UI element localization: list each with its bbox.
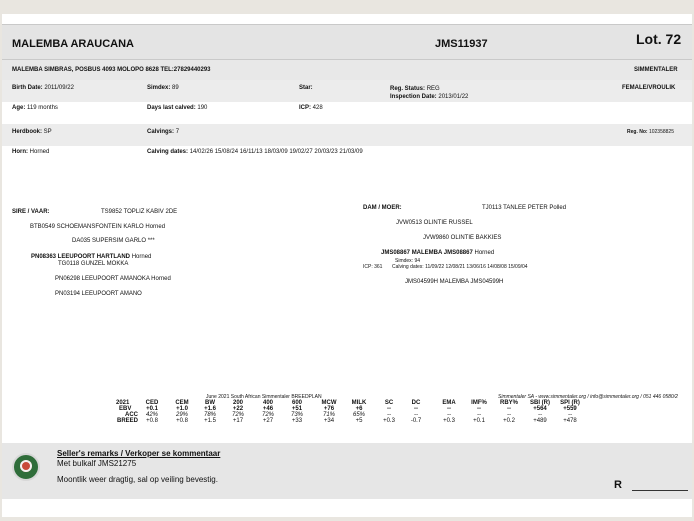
table-cell: +0.3 [383,418,395,424]
table-cell: -- [568,412,572,418]
table-cell: 73% [290,412,303,418]
col-ced: CED [145,400,159,406]
table-cell: +478 [563,418,577,424]
table-cell: 42% [145,412,158,418]
table-cell: +0.1 [146,406,158,412]
sire-line-2: BTB0549 SCHOEMANSFONTEIN KARLO Horned [30,224,166,230]
dam-sire: TJ0113 TANLEE PETER Polled [482,205,567,211]
sire-main: PN08363 LEEUPOORT HARTLAND Horned [31,254,152,260]
table-cell: +27 [262,418,274,424]
remarks-heading: Seller's remarks / Verkoper se kommentaar [57,449,221,458]
sex: FEMALE/VROULIK [622,85,676,91]
sire-line-3: DA035 SUPERSIM GARLO *** [72,238,155,244]
table-cell: 72% [231,412,244,418]
table-cell: +5 [355,418,363,424]
table-cell: -- [447,412,451,418]
col-imf: IMF% [471,400,487,406]
table-cell: +0.3 [443,418,455,424]
col-bw: BW [205,400,215,406]
table-cell: +51 [291,406,303,412]
dam-main: JMS08867 MALEMBA JMS08867 Horned [381,250,495,256]
sire-line-7: PN03194 LEEUPOORT AMANO [55,291,142,297]
calvings: Calvings: 7 [147,129,180,135]
table-cell: +0.2 [503,418,515,424]
dam-line-2: JVW0513 OLINTIE RUSSEL [396,220,473,226]
breedplan-year: 2021 [116,400,130,406]
breedplan-source: Simmentaler SA - www.simmentaler.org / info@simmentaler.org / 051 446 0580/2 [498,394,678,400]
sire-line-5: TG0118 GUNZEL MOKKA [58,261,129,267]
col-sbi: SBI (R) [530,400,550,406]
dam-line-3: JVW9860 OLINTIE BAKKIES [423,235,502,241]
table-cell: -- [477,412,481,418]
table-cell: -- [414,412,418,418]
calving-dates: Calving dates: 14/02/26 15/08/24 16/11/13 18/03/09 19/02/27 20/03/23 21/03/09 [147,149,363,155]
table-cell: +34 [323,418,335,424]
price-field[interactable] [632,490,688,491]
table-cell: -- [447,406,451,412]
table-cell: +0.8 [146,418,158,424]
table-cell: +1.5 [204,418,216,424]
remarks-line-1: Met bulkalf JMS21275 [57,459,137,468]
simdex: Simdex: 89 [147,85,179,91]
sire-label: SIRE / VAAR: [12,209,50,215]
table-cell: +564 [533,406,547,412]
sire-line-6: PN06298 LEEUPOORT AMANOKA Horned [55,276,171,282]
days-last-calved: Days last calved: 190 [147,105,208,111]
row-label: BREED [117,418,139,424]
dam-icp: ICP: 361 [363,264,383,270]
icp: ICP: 428 [299,105,323,111]
dam-simdex: Simdex: 94 [395,258,421,264]
remarks-line-2: Moontlik weer dragtig, sal op veiling bevestig. [57,475,218,484]
col-ema: EMA [442,400,456,406]
col-rby: RBY% [499,400,518,406]
table-cell: +6 [355,406,363,412]
reg-no: Reg. No: 102358825 [627,129,674,135]
reg-status: Reg. Status: REG Inspection Date: 2013/01/22 [390,86,469,100]
dam-label: DAM / MOER: [363,205,402,211]
table-cell: +1.0 [176,406,188,412]
table-cell: -- [387,412,391,418]
table-cell: +489 [533,418,547,424]
detail-row-3 [2,124,692,146]
table-cell: 29% [175,412,188,418]
table-cell: -0.7 [410,418,422,424]
col-sc: SC [384,400,394,406]
animal-id: JMS11937 [435,38,488,50]
col-200: 200 [232,400,243,406]
col-milk: MILK [351,400,367,406]
table-cell: 65% [352,412,365,418]
table-cell: +46 [262,406,274,412]
horn: Horn: Horned [12,149,50,155]
col-cem: CEM [175,400,189,406]
table-cell: -- [414,406,418,412]
age: Age: 119 months [12,105,58,111]
breedplan-title: June 2021 South African Simmentaler BREEDPLAN [206,394,322,400]
table-cell: +0.8 [176,418,188,424]
table-cell: -- [477,406,481,412]
col-mcw: MCW [321,400,337,406]
col-600: 600 [291,400,302,406]
dam-calving-dates: Calving dates: 11/09/22 12/08/21 13/06/16 14/08/08 15/09/04 [392,264,528,270]
birth-date: Birth Date: 2011/09/22 [12,85,74,91]
lot-number: Lot. 72 [636,31,682,47]
table-cell: +17 [232,418,244,424]
table-cell: +559 [563,406,577,412]
herdbook: Herdbook: SP [12,129,52,135]
breeder-address: MALEMBA SIMBRAS, POSBUS 4093 MOLOPO 8628 TEL:27829440293 [12,67,211,73]
star: Star: [299,85,313,91]
price-label: R [614,479,622,491]
breed: SIMMENTALER [634,67,678,73]
breed-society-logo-icon [12,453,40,481]
table-cell: -- [387,406,391,412]
col-400: 400 [262,400,273,406]
detail-row-1 [2,80,692,102]
table-cell: +22 [232,406,244,412]
table-cell: -- [507,406,511,412]
table-cell: -- [538,412,542,418]
table-cell: -- [507,412,511,418]
table-cell: +76 [323,406,335,412]
table-cell: 72% [261,412,274,418]
table-cell: 71% [322,412,335,418]
animal-name: MALEMBA ARAUCANA [12,38,135,50]
dam-line-6: JMS04599H MALEMBA JMS04599H [405,279,504,285]
sire-sire: TS9852 TOPLIZ KABIV 2DE [101,209,178,215]
col-dc: DC [411,400,421,406]
table-cell: 78% [203,412,216,418]
table-cell: +0.1 [473,418,485,424]
table-cell: +33 [291,418,303,424]
col-spi: SPI (R) [560,400,580,406]
row-label: EBV [119,406,132,412]
table-cell: +1.6 [204,406,216,412]
row-label: ACC [125,412,138,418]
